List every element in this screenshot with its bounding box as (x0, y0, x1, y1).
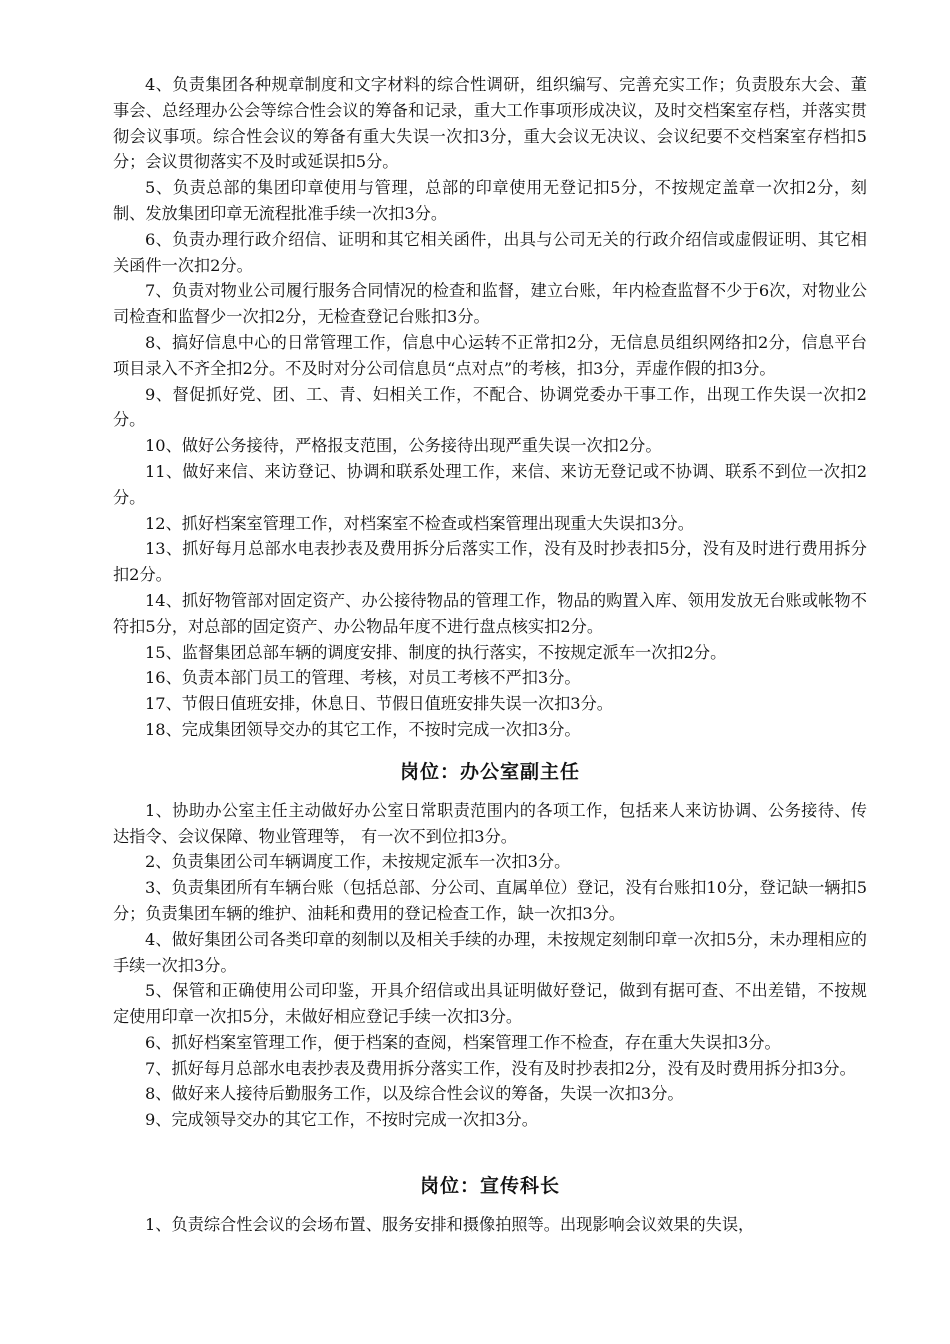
section-deputy-director-duties (113, 798, 867, 1133)
duty-item: 7、抓好每月总部水电表抄表及费用拆分落实工作，没有及时抄表扣2分，没有及时费用拆分扣3分。 (145, 1058, 856, 1078)
duty-item: 2、负责集团公司车辆调度工作，未按规定派车一次扣3分。 (145, 852, 571, 872)
duty-item: 17、节假日值班安排，休息日、节假日值班安排失误一次扣3分。 (145, 694, 613, 714)
duty-item: 15、监督集团总部车辆的调度安排、制度的执行落实，不按规定派车一次扣2分。 (145, 642, 727, 662)
duty-item: 14、抓好物管部对固定资产、办公接待物品的管理工作，物品的购置入库、领用发放无台账或帐物不符扣5分，对总部的固定资产、办公物品年度不进行盘点核实扣2分。 (113, 590, 867, 636)
section-heading-publicity-chief: 岗位：宣传科长 (419, 1175, 560, 1198)
section-publicity-chief-duties (113, 1212, 867, 1238)
duty-item: 10、做好公务接待，严格报支范围，公务接待出现严重失误一次扣2分。 (145, 436, 662, 456)
duty-item: 16、负责本部门员工的管理、考核，对员工考核不严扣3分。 (145, 668, 581, 688)
document-page (113, 72, 867, 1238)
duty-item: 6、负责办理行政介绍信、证明和其它相关函件，出具与公司无关的行政介绍信或虚假证明、其它相关函件一次扣2分。 (113, 229, 867, 275)
duty-item: 5、保管和正确使用公司印鉴，开具介绍信或出具证明做好登记，做到有据可查、不出差错，不按规定使用印章一次扣5分，未做好相应登记手续一次扣3分。 (113, 981, 867, 1027)
section-office-director-duties (113, 72, 867, 743)
duty-item: 13、抓好每月总部水电表抄表及费用拆分后落实工作，没有及时抄表扣5分，没有及时进行费用拆分扣2分。 (113, 539, 867, 585)
duty-item: 9、督促抓好党、团、工、青、妇相关工作，不配合、协调党委办干事工作，出现工作失误一次扣2分。 (113, 384, 867, 430)
duty-item: 6、抓好档案室管理工作，便于档案的查阅，档案管理工作不检查，存在重大失误扣3分。 (145, 1032, 781, 1052)
duty-item: 7、负责对物业公司履行服务合同情况的检查和监督，建立台账，年内检查监督不少于6次，对物业公司检查和监督少一次扣2分，无检查登记台账扣3分。 (113, 281, 867, 327)
duty-item: 4、做好集团公司各类印章的刻制以及相关手续的办理，未按规定刻制印章一次扣5分，未办理相应的手续一次扣3分。 (113, 929, 867, 975)
duty-item: 4、负责集团各种规章制度和文字材料的综合性调研，组织编写、完善充实工作；负责股东大会、董事会、总经理办公会等综合性会议的筹备和记录，重大工作事项形成决议，及时交档案室存档，并落实贯彻会议事项。综合性会议的筹备有重大失误一次扣3分，重大会议无决议、会议纪要不交档案室存档扣5分；会议贯彻落实不及时或延误扣5分。 (113, 75, 867, 172)
duty-item: 3、负责集团所有车辆台账（包括总部、分公司、直属单位）登记，没有台账扣10分，登记缺一辆扣5分；负责集团车辆的维护、油耗和费用的登记检查工作，缺一次扣3分。 (113, 878, 867, 923)
section-heading-deputy-director: 岗位：办公室副主任 (399, 760, 580, 783)
duty-item: 12、抓好档案室管理工作，对档案室不检查或档案管理出现重大失误扣3分。 (145, 513, 694, 533)
duty-item: 18、完成集团领导交办的其它工作，不按时完成一次扣3分。 (145, 719, 581, 739)
duty-item: 1、协助办公室主任主动做好办公室日常职责范围内的各项工作，包括来人来访协调、公务接待、传达指令、会议保障、物业管理等， 有一次不到位扣3分。 (113, 800, 867, 846)
duty-item: 11、做好来信、来访登记、协调和联系处理工作，来信、来访无登记或不协调、联系不到位一次扣2分。 (113, 461, 867, 507)
duty-item: 8、搞好信息中心的日常管理工作，信息中心运转不正常扣2分，无信息员组织网络扣2分，信息平台项目录入不齐全扣2分。不及时对分公司信息员“点对点”的考核，扣3分，弄虚作假的扣3分。 (113, 332, 867, 378)
duty-item: 1、负责综合性会议的会场布置、服务安排和摄像拍照等。出现影响会议效果的失误， (145, 1215, 755, 1235)
duty-item: 5、负责总部的集团印章使用与管理，总部的印章使用无登记扣5分，不按规定盖章一次扣2分，刻制、发放集团印章无流程批准手续一次扣3分。 (113, 178, 867, 223)
duty-item: 8、做好来人接待后勤服务工作，以及综合性会议的筹备，失误一次扣3分。 (145, 1084, 684, 1104)
duty-item: 9、完成领导交办的其它工作，不按时完成一次扣3分。 (145, 1110, 538, 1130)
